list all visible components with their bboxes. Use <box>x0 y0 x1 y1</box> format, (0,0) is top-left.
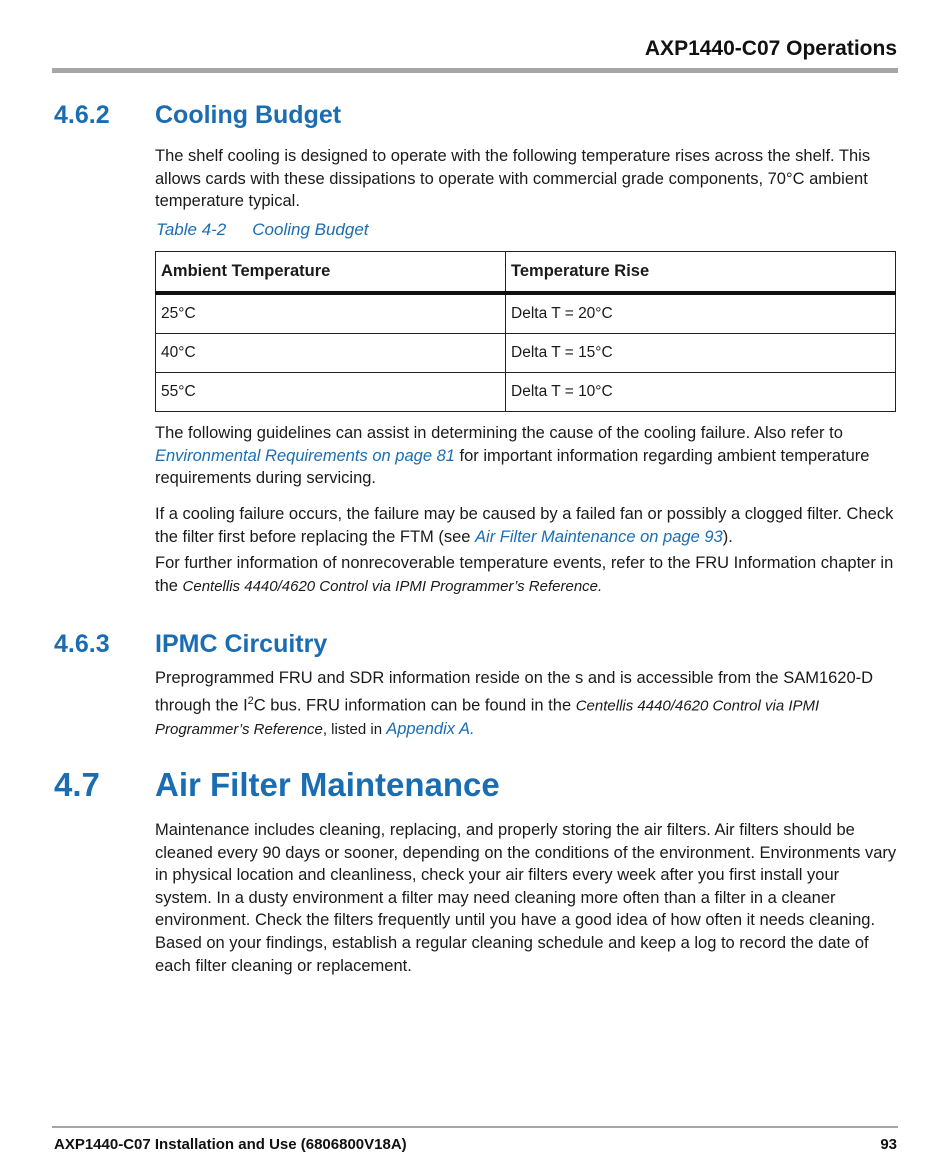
ipmc-text-end: . <box>470 719 475 738</box>
table-row <box>156 293 896 334</box>
table-header-row <box>156 252 896 294</box>
ipmc-paragraph <box>155 667 900 741</box>
cooling-failure-text-end: ). <box>722 527 733 546</box>
ipmc-text: Preprogrammed FRU and SDR information reside on the s and is accessible from the SAM1620-D through the I <box>155 669 874 715</box>
column-header-temperature-rise: Temperature Rise <box>506 252 896 294</box>
appendix-a-link[interactable]: Appendix A <box>386 719 470 738</box>
programmers-reference-title: Centellis 4440/4620 Control via IPMI Programmer’s Reference. <box>182 577 603 595</box>
table-row <box>156 334 896 373</box>
cooling-failure-paragraph <box>155 503 900 548</box>
ipmc-listed-text: , listed in <box>322 720 387 738</box>
table-cell: 40°C <box>156 334 506 373</box>
ipmc-text-mid: C bus. FRU information can be found in the <box>253 696 576 715</box>
superscript-2: 2 <box>247 694 254 707</box>
column-header-ambient-temperature: Ambient Temperature <box>156 252 506 294</box>
table-caption-title: Cooling Budget <box>252 220 369 239</box>
guidelines-text: The following guidelines can assist in determining the cause of the cooling failure. Also refer to <box>155 424 843 442</box>
page-number: 93 <box>880 1136 897 1153</box>
section-title: Cooling Budget <box>155 101 342 129</box>
cooling-intro-paragraph: The shelf cooling is designed to operate with the following temperature rises across the shelf. This allows cards with these dissipations to operate with commercial grade components, 70°C ambient temperature typical. <box>155 147 871 211</box>
footer-document-title: AXP1440-C07 Installation and Use (6806800V18A) <box>54 1136 407 1153</box>
guidelines-paragraph <box>155 422 900 490</box>
guidelines-text-end: for important information regarding ambient temperature requirements during servicing. <box>155 446 870 488</box>
air-filter-paragraph: Maintenance includes cleaning, replacing, and properly storing the air filters. Air filters should be cleaned every 90 days or sooner, depending on the conditions of the environment. Environments vary in physical location and cleanliness, check your air filters every week after you first install your system. In a dusty environment a filter may need cleaning more often than a filter in a cleaner environment. Check the filters frequently until you have a good idea of how often it needs cleaning. Based on your findings, establish a regular cleaning schedule and keep a log to record the date of each filter cleaning or replacement. <box>155 821 897 975</box>
table-caption-label: Table 4-2 <box>156 220 227 239</box>
table-caption <box>156 220 369 240</box>
cooling-failure-text: If a cooling failure occurs, the failure may be caused by a failed fan or possibly a clogged filter. Check the filter first before replacing the FTM (see <box>155 505 894 546</box>
table-cell: Delta T = 10°C <box>506 373 896 412</box>
table-cell: Delta T = 15°C <box>506 334 896 373</box>
section-number: 4.7 <box>54 766 100 803</box>
cooling-budget-table <box>155 251 896 412</box>
section-number: 4.6.2 <box>54 101 110 129</box>
programmers-reference-title: Centellis 4440/4620 Control via IPMI Programmer’s Reference <box>155 697 820 738</box>
further-information-paragraph <box>155 552 900 598</box>
header-rule <box>52 68 898 73</box>
further-information-text: For further information of nonrecoverable temperature events, refer to the FRU Information chapter in the <box>155 554 894 595</box>
environmental-requirements-link[interactable]: Environmental Requirements on page 81 <box>155 446 455 465</box>
section-number: 4.6.3 <box>54 630 110 658</box>
table-cell: Delta T = 20°C <box>506 293 896 334</box>
section-title: Air Filter Maintenance <box>155 766 500 803</box>
footer-rule <box>52 1126 898 1128</box>
section-title: IPMC Circuitry <box>155 630 328 658</box>
air-filter-maintenance-link[interactable]: Air Filter Maintenance on page 93 <box>475 527 723 546</box>
running-header: AXP1440-C07 Operations <box>644 37 897 60</box>
table-cell: 55°C <box>156 373 506 412</box>
table-cell: 25°C <box>156 293 506 334</box>
table-row <box>156 373 896 412</box>
